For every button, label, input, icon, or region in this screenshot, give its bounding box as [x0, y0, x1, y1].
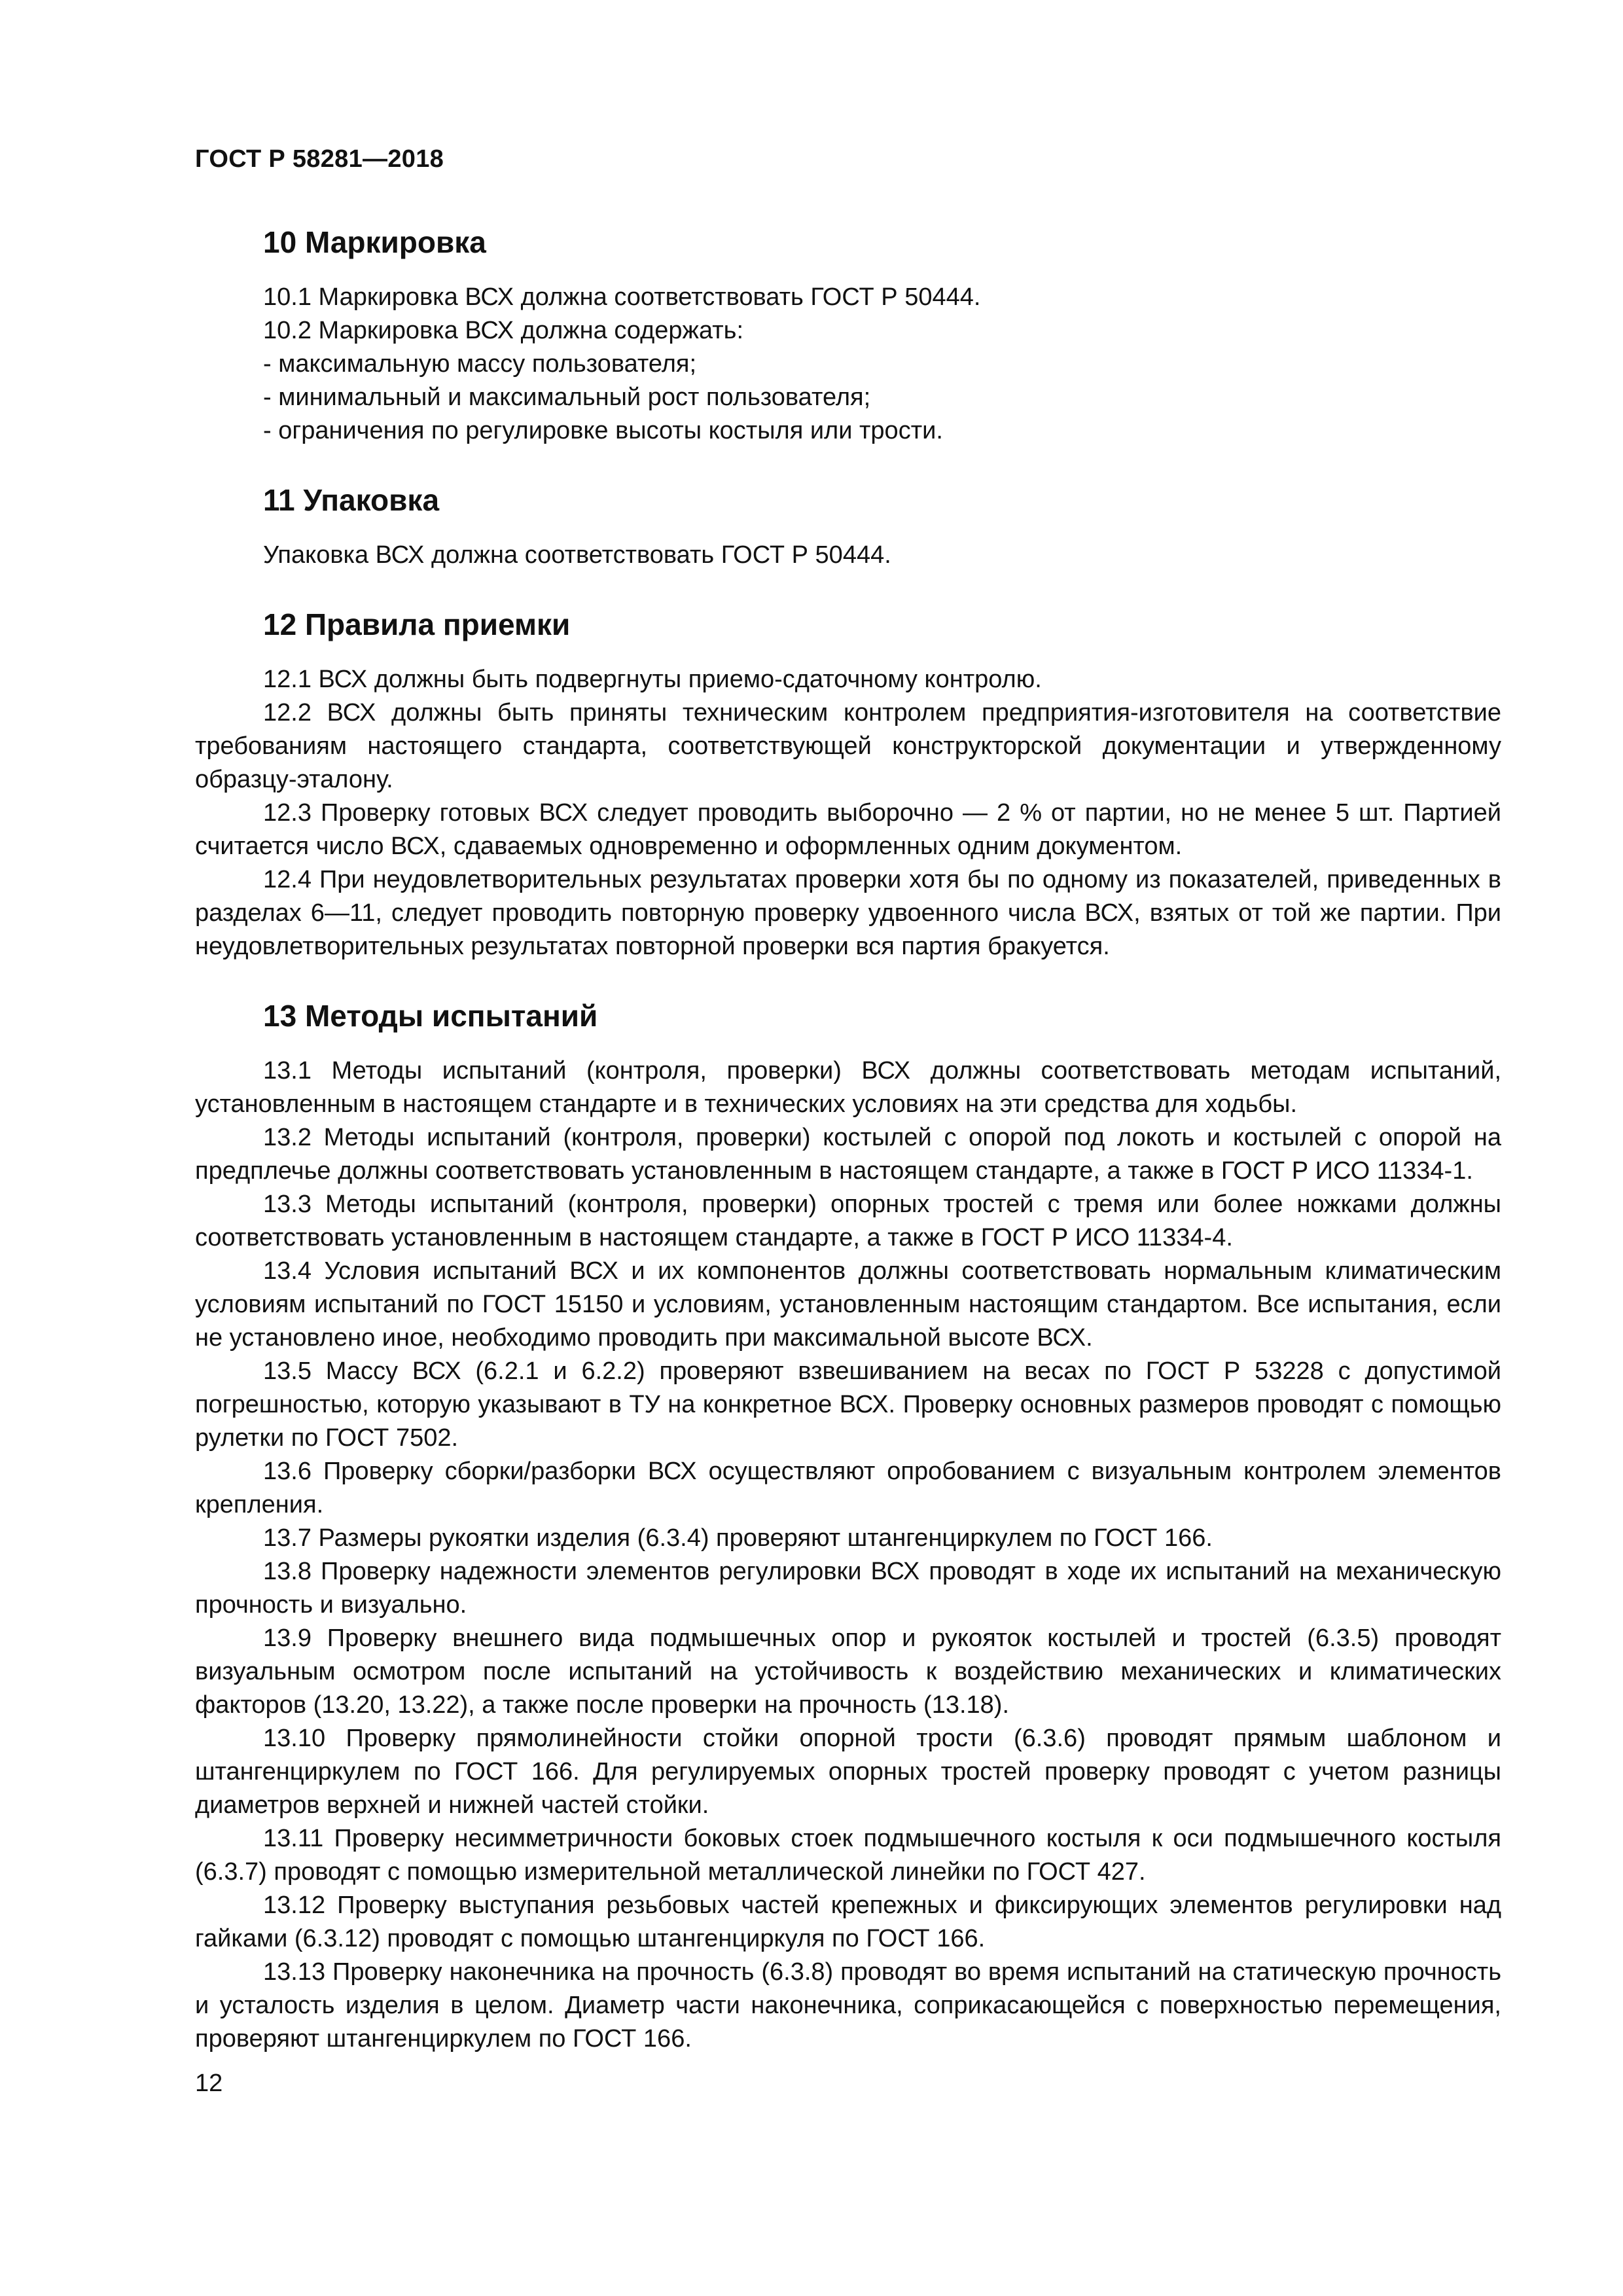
page-number: 12	[195, 2070, 223, 2097]
paragraph: 13.8 Проверку надежности элементов регулировки ВСХ проводят в ходе их испытаний на механическую прочность и визуально.	[195, 1558, 1501, 1619]
text-line: 10.1 Маркировка ВСХ должна соответствовать ГОСТ Р 50444.	[263, 283, 981, 311]
paragraph: 13.5 Массу ВСХ (6.2.1 и 6.2.2) проверяют взвешиванием на весах по ГОСТ Р 53228 с допустимой погрешностью, которую указывают в ТУ на конкретное ВСХ. Проверку основных размеров проводят с помощью рулетки по ГОСТ 7502.	[195, 1357, 1501, 1452]
paragraph: 13.6 Проверку сборки/разборки ВСХ осуществляют опробованием с визуальным контролем элементов крепления.	[195, 1458, 1501, 1518]
paragraph: 13.1 Методы испытаний (контроля, проверки) ВСХ должны соответствовать методам испытаний, установленным в настоящем стандарте и в технических условиях на эти средства для ходьбы.	[195, 1057, 1501, 1118]
paragraph: 12.1 ВСХ должны быть подвергнуты приемо-сдаточному контролю.	[263, 666, 1042, 693]
paragraph: 13.4 Условия испытаний ВСХ и их компонентов должны соответствовать нормальным климатическим условиям испытаний по ГОСТ 15150 и условиям, установленным настоящим стандартом. Все испытания, если не установлено иное, необходимо проводить при максимальной высоте ВСХ.	[195, 1257, 1501, 1352]
document-header: ГОСТ Р 58281—2018	[195, 145, 444, 173]
paragraph: 13.3 Методы испытаний (контроля, проверки) опорных тростей с тремя или более ножками должны соответствовать установленным в настоящем стандарте, а также в ГОСТ Р ИСО 11334-4.	[195, 1191, 1501, 1251]
spacer	[195, 448, 1501, 482]
paragraph: 13.13 Проверку наконечника на прочность (6.3.8) проводят во время испытаний на статическую прочность и усталость изделия в целом. Диаметр части наконечника, соприкасающейся с поверхностью перемещения, проверяют штангенциркулем по ГОСТ 166.	[195, 1958, 1501, 2053]
section-title: 13 Методы испытаний	[263, 999, 598, 1033]
paragraph: 13.12 Проверку выступания резьбовых частей крепежных и фиксирующих элементов регулировки над гайками (6.3.12) проводят с помощью штангенциркуля по ГОСТ 166.	[195, 1892, 1501, 1952]
section-title: 12 Правила приемки	[263, 607, 571, 641]
paragraph: 13.10 Проверку прямолинейности стойки опорной трости (6.3.6) проводят прямым шаблоном и штангенциркулем по ГОСТ 166. Для регулируемых опорных тростей проверку проводят с учетом разницы диаметров верхней и нижней частей стойки.	[195, 1725, 1501, 1819]
paragraph: 12.2 ВСХ должны быть приняты техническим контролем предприятия-изготовителя на соответствие требованиям настоящего стандарта, соответствующей конструкторской документации и утвержденному образцу-эталону.	[195, 699, 1501, 793]
section-13-test-methods	[195, 997, 1501, 2056]
section-10-marking	[195, 224, 1501, 448]
spacer	[195, 963, 1501, 997]
list-item: - минимальный и максимальный рост пользователя;	[263, 384, 871, 411]
text-line: 10.2 Маркировка ВСХ должна содержать:	[263, 317, 744, 344]
spacer	[195, 572, 1501, 606]
paragraph: 13.7 Размеры рукоятки изделия (6.3.4) проверяют штангенциркулем по ГОСТ 166.	[263, 1524, 1213, 1552]
section-title: 11 Упаковка	[263, 483, 440, 517]
paragraph: 12.3 Проверку готовых ВСХ следует проводить выборочно — 2 % от партии, но не менее 5 шт. Партией считается число ВСХ, сдаваемых одновременно и оформленных одним документом.	[195, 799, 1501, 860]
section-12-acceptance-rules	[195, 606, 1501, 963]
paragraph: 12.4 При неудовлетворительных результатах проверки хотя бы по одному из показателей, приведенных в разделах 6—11, следует проводить повторную проверку удвоенного числа ВСХ, взятых от той же партии. При неудовлетворительных результатах повторной проверки вся партия бракуется.	[195, 866, 1501, 960]
text-line: Упаковка ВСХ должна соответствовать ГОСТ Р 50444.	[263, 541, 891, 569]
paragraph: 13.2 Методы испытаний (контроля, проверки) костылей с опорой под локоть и костылей с опорой на предплечье должны соответствовать установленным в настоящем стандарте, а также в ГОСТ Р ИСО 11334-1.	[195, 1124, 1501, 1185]
list-item: - максимальную массу пользователя;	[263, 350, 697, 378]
paragraph: 13.9 Проверку внешнего вида подмышечных опор и рукояток костылей и тростей (6.3.5) проводят визуальным осмотром после испытаний на устойчивость к воздействию механических и климатических факторов (13.20, 13.22), а также после проверки на прочность (13.18).	[195, 1624, 1501, 1719]
paragraph: 13.11 Проверку несимметричности боковых стоек подмышечного костыля к оси подмышечного костыля (6.3.7) проводят с помощью измерительной металлической линейки по ГОСТ 427.	[195, 1825, 1501, 1886]
document-body	[195, 216, 1501, 2056]
section-11-packaging	[195, 482, 1501, 572]
section-title: 10 Маркировка	[263, 225, 486, 259]
list-item: - ограничения по регулировке высоты костыля или трости.	[263, 417, 943, 444]
